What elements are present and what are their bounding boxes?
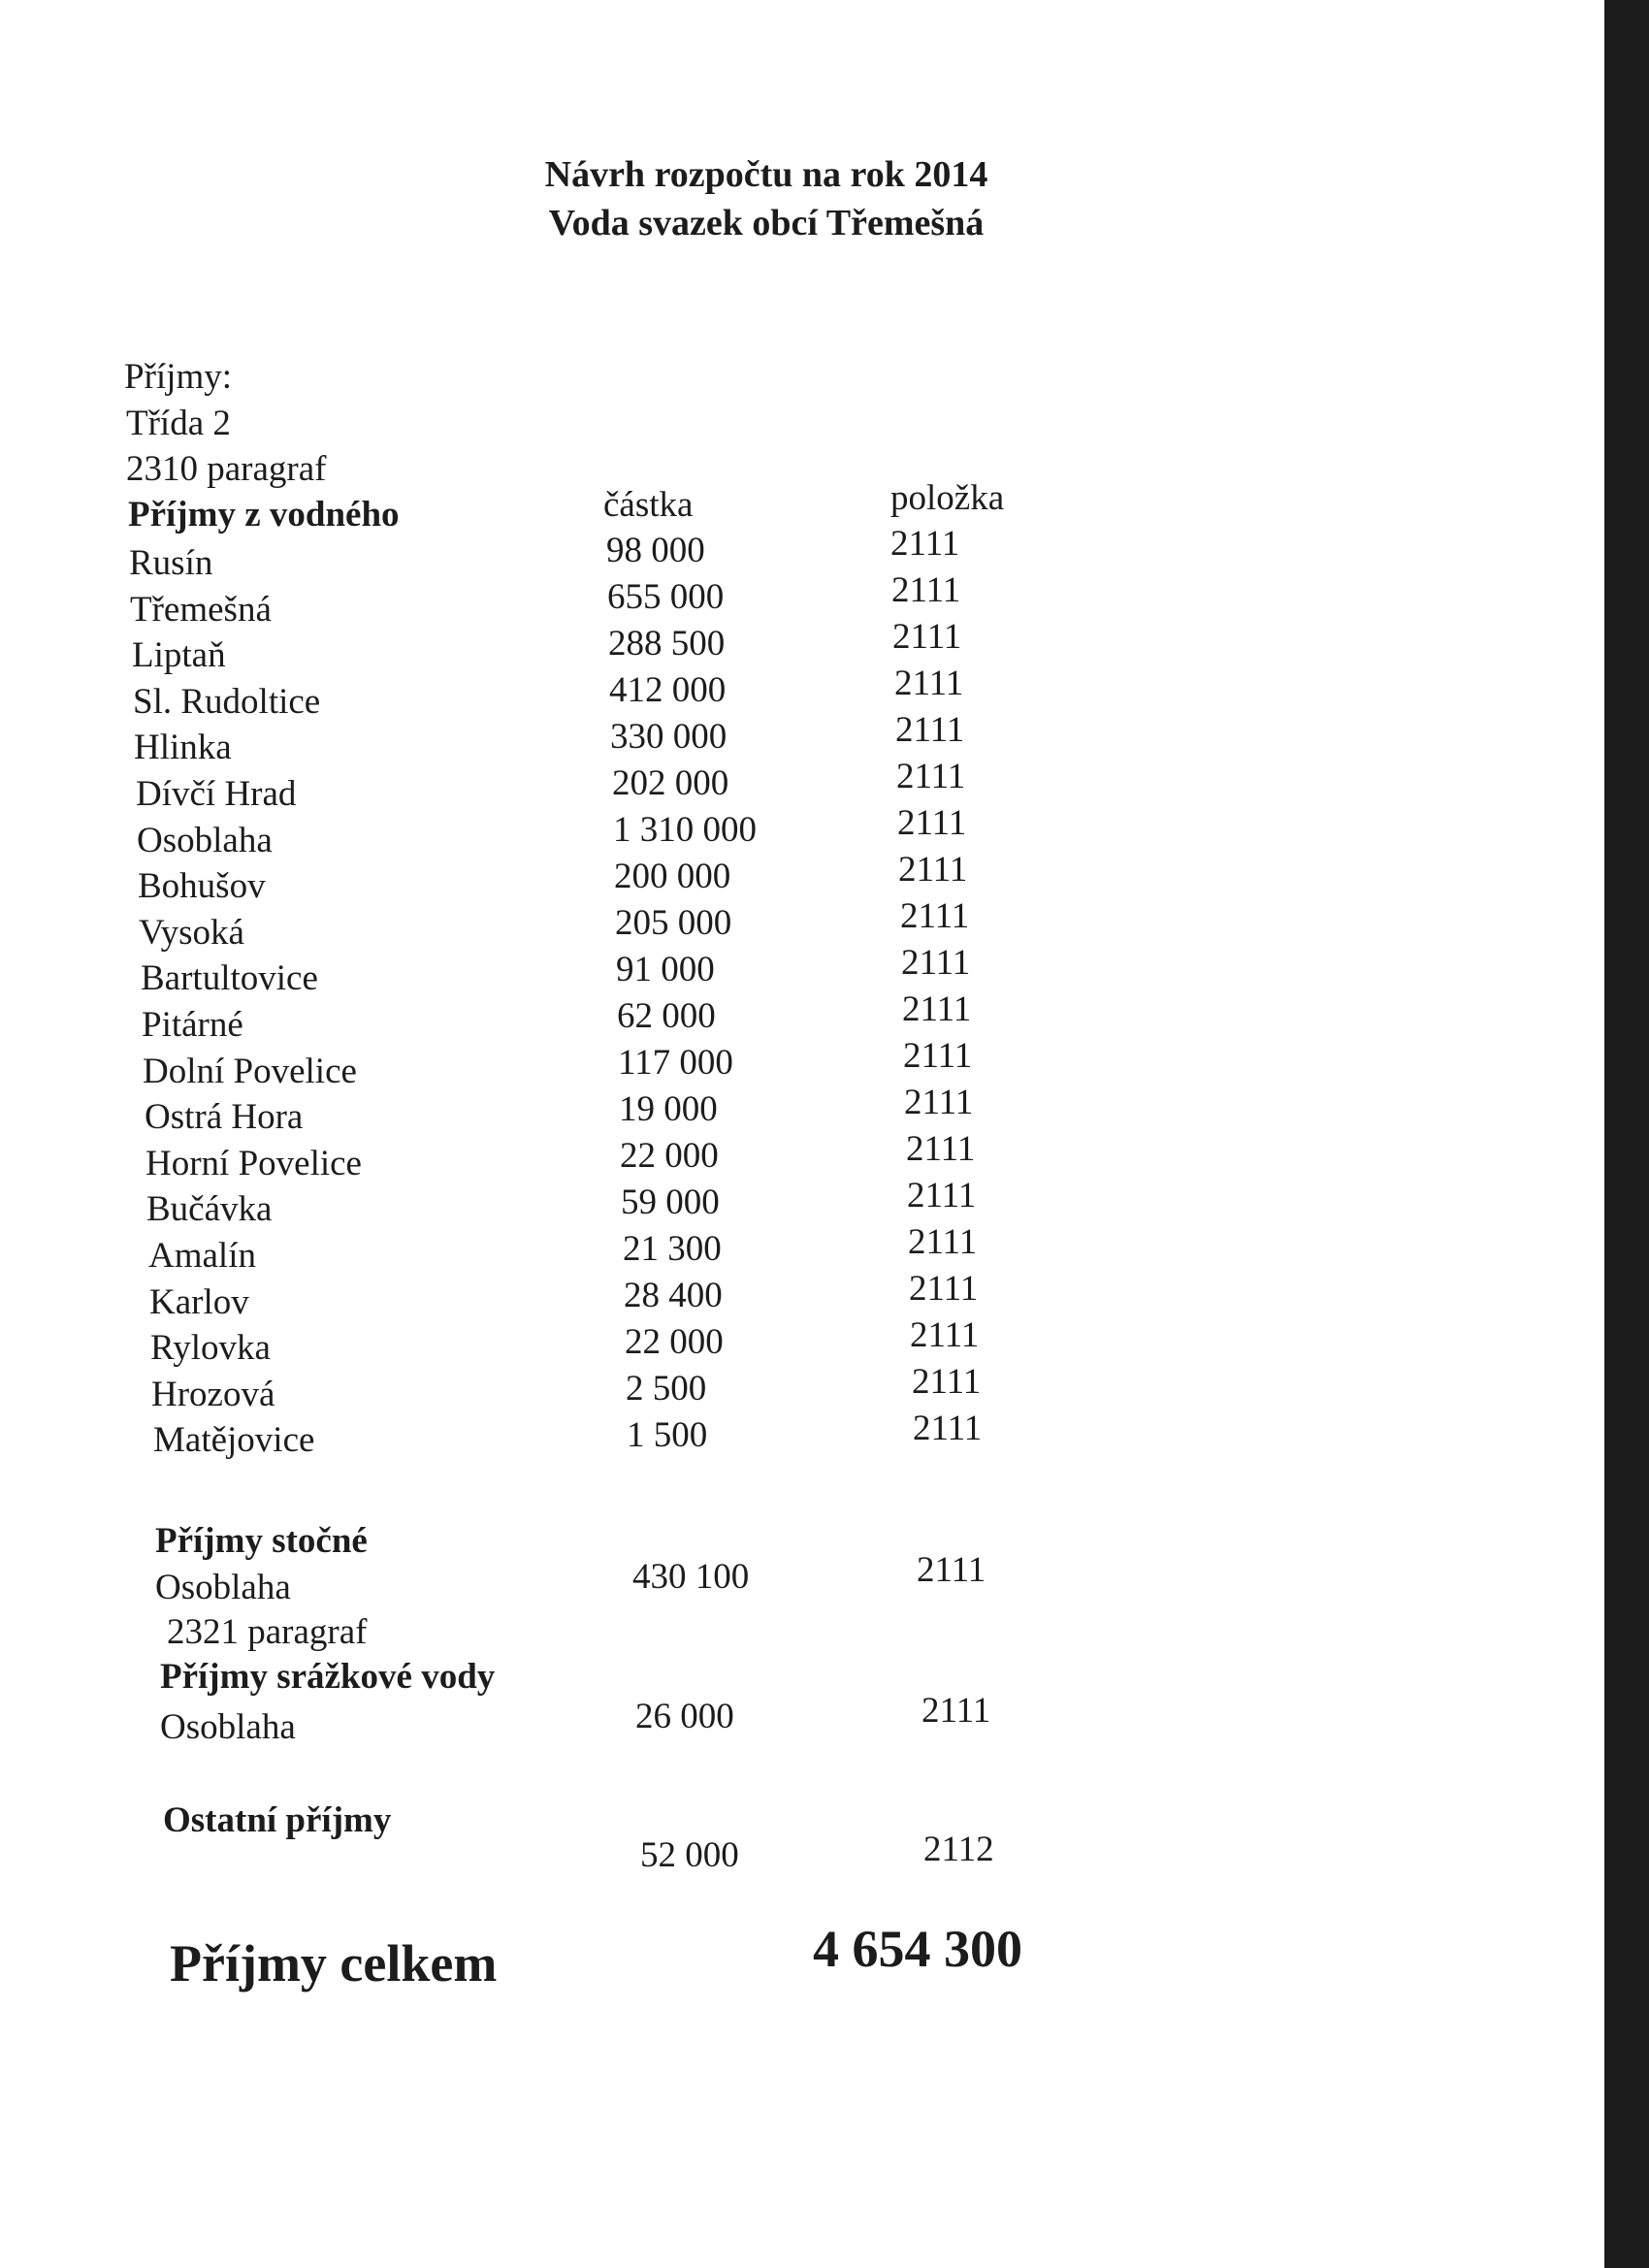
scan-page-edge bbox=[1604, 0, 1649, 2268]
sewage-row-name: Osoblaha bbox=[155, 1568, 291, 1607]
row-amount: 62 000 bbox=[617, 996, 716, 1036]
row-municipality-name: Hlinka bbox=[134, 728, 232, 768]
row-municipality-name: Matějovice bbox=[153, 1420, 315, 1461]
document-title: Návrh rozpočtu na rok 2014 bbox=[544, 154, 988, 195]
section-sewage-income: Příjmy stočné bbox=[155, 1521, 368, 1561]
rainwater-row-code: 2111 bbox=[922, 1691, 991, 1731]
row-item-code: 2111 bbox=[898, 850, 968, 890]
section-other-income: Ostatní příjmy bbox=[163, 1800, 392, 1840]
row-item-code: 2111 bbox=[894, 664, 964, 703]
row-item-code: 2111 bbox=[908, 1222, 978, 1262]
row-amount: 1 310 000 bbox=[613, 810, 757, 850]
row-municipality-name: Karlov bbox=[149, 1281, 249, 1322]
row-amount: 288 500 bbox=[608, 624, 726, 664]
row-amount: 22 000 bbox=[625, 1322, 724, 1362]
section-rainwater-income: Příjmy srážkové vody bbox=[160, 1657, 496, 1697]
row-item-code: 2111 bbox=[892, 617, 962, 657]
row-municipality-name: Rusín bbox=[129, 543, 213, 583]
total-income-label: Příjmy celkem bbox=[170, 1934, 498, 1993]
row-municipality-name: Osoblaha bbox=[137, 820, 273, 860]
row-amount: 2 500 bbox=[626, 1369, 707, 1409]
row-amount: 22 000 bbox=[620, 1136, 719, 1176]
row-item-code: 2111 bbox=[891, 570, 961, 610]
row-amount: 202 000 bbox=[612, 763, 729, 803]
row-amount: 412 000 bbox=[609, 670, 727, 710]
row-municipality-name: Horní Povelice bbox=[146, 1143, 362, 1183]
column-header-amount: částka bbox=[603, 485, 694, 525]
row-municipality-name: Bučávka bbox=[146, 1189, 273, 1230]
other-income-code: 2112 bbox=[923, 1830, 994, 1869]
row-item-code: 2111 bbox=[912, 1362, 982, 1402]
rainwater-row-amount: 26 000 bbox=[635, 1697, 734, 1736]
row-item-code: 2111 bbox=[902, 989, 972, 1029]
paragraph-2310: 2310 paragraf bbox=[126, 449, 327, 489]
row-municipality-name: Hrozová bbox=[151, 1374, 275, 1414]
row-amount: 98 000 bbox=[606, 531, 705, 570]
row-item-code: 2111 bbox=[900, 896, 970, 936]
row-amount: 205 000 bbox=[615, 903, 732, 943]
other-income-amount: 52 000 bbox=[640, 1835, 739, 1875]
row-amount: 117 000 bbox=[618, 1043, 733, 1083]
row-municipality-name: Třemešná bbox=[130, 589, 272, 630]
row-amount: 19 000 bbox=[619, 1089, 718, 1129]
row-item-code: 2111 bbox=[897, 803, 967, 843]
row-item-code: 2111 bbox=[896, 757, 966, 796]
row-amount: 330 000 bbox=[610, 717, 728, 757]
paragraph-2321: 2321 paragraf bbox=[167, 1612, 368, 1652]
row-amount: 655 000 bbox=[607, 577, 725, 617]
row-municipality-name: Sl. Rudoltice bbox=[133, 681, 321, 722]
row-amount: 28 400 bbox=[624, 1276, 723, 1315]
document-subtitle: Voda svazek obcí Třemešná bbox=[548, 203, 985, 243]
row-municipality-name: Liptaň bbox=[132, 635, 226, 676]
sewage-row-amount: 430 100 bbox=[632, 1557, 750, 1597]
row-item-code: 2111 bbox=[903, 1036, 973, 1076]
row-amount: 1 500 bbox=[627, 1415, 708, 1455]
rainwater-row-name: Osoblaha bbox=[160, 1707, 296, 1747]
section-water-income: Příjmy z vodného bbox=[128, 495, 400, 535]
row-amount: 91 000 bbox=[616, 950, 715, 989]
row-municipality-name: Rylovka bbox=[150, 1328, 271, 1369]
row-municipality-name: Amalín bbox=[148, 1236, 256, 1276]
row-municipality-name: Bohušov bbox=[138, 866, 266, 907]
row-municipality-name: Ostrá Hora bbox=[145, 1097, 304, 1138]
income-label: Příjmy: bbox=[124, 357, 233, 397]
row-municipality-name: Bartultovice bbox=[141, 958, 318, 999]
total-income-amount: 4 654 300 bbox=[813, 1920, 1022, 1978]
row-amount: 59 000 bbox=[621, 1183, 720, 1222]
column-header-item: položka bbox=[890, 478, 1005, 518]
row-item-code: 2111 bbox=[890, 524, 960, 564]
row-municipality-name: Dolní Povelice bbox=[143, 1051, 357, 1091]
row-item-code: 2111 bbox=[895, 710, 965, 750]
class-label: Třída 2 bbox=[126, 404, 231, 443]
row-municipality-name: Pitárné bbox=[142, 1005, 243, 1045]
row-item-code: 2111 bbox=[906, 1129, 976, 1169]
row-item-code: 2111 bbox=[909, 1269, 979, 1309]
row-item-code: 2111 bbox=[901, 943, 971, 983]
row-municipality-name: Vysoká bbox=[139, 912, 244, 953]
sewage-row-code: 2111 bbox=[917, 1550, 986, 1590]
row-amount: 21 300 bbox=[623, 1229, 722, 1269]
row-municipality-name: Dívčí Hrad bbox=[136, 774, 297, 814]
row-amount: 200 000 bbox=[614, 857, 731, 896]
row-item-code: 2111 bbox=[913, 1409, 983, 1448]
row-item-code: 2111 bbox=[907, 1176, 977, 1215]
row-item-code: 2111 bbox=[904, 1083, 974, 1122]
row-item-code: 2111 bbox=[910, 1315, 980, 1355]
